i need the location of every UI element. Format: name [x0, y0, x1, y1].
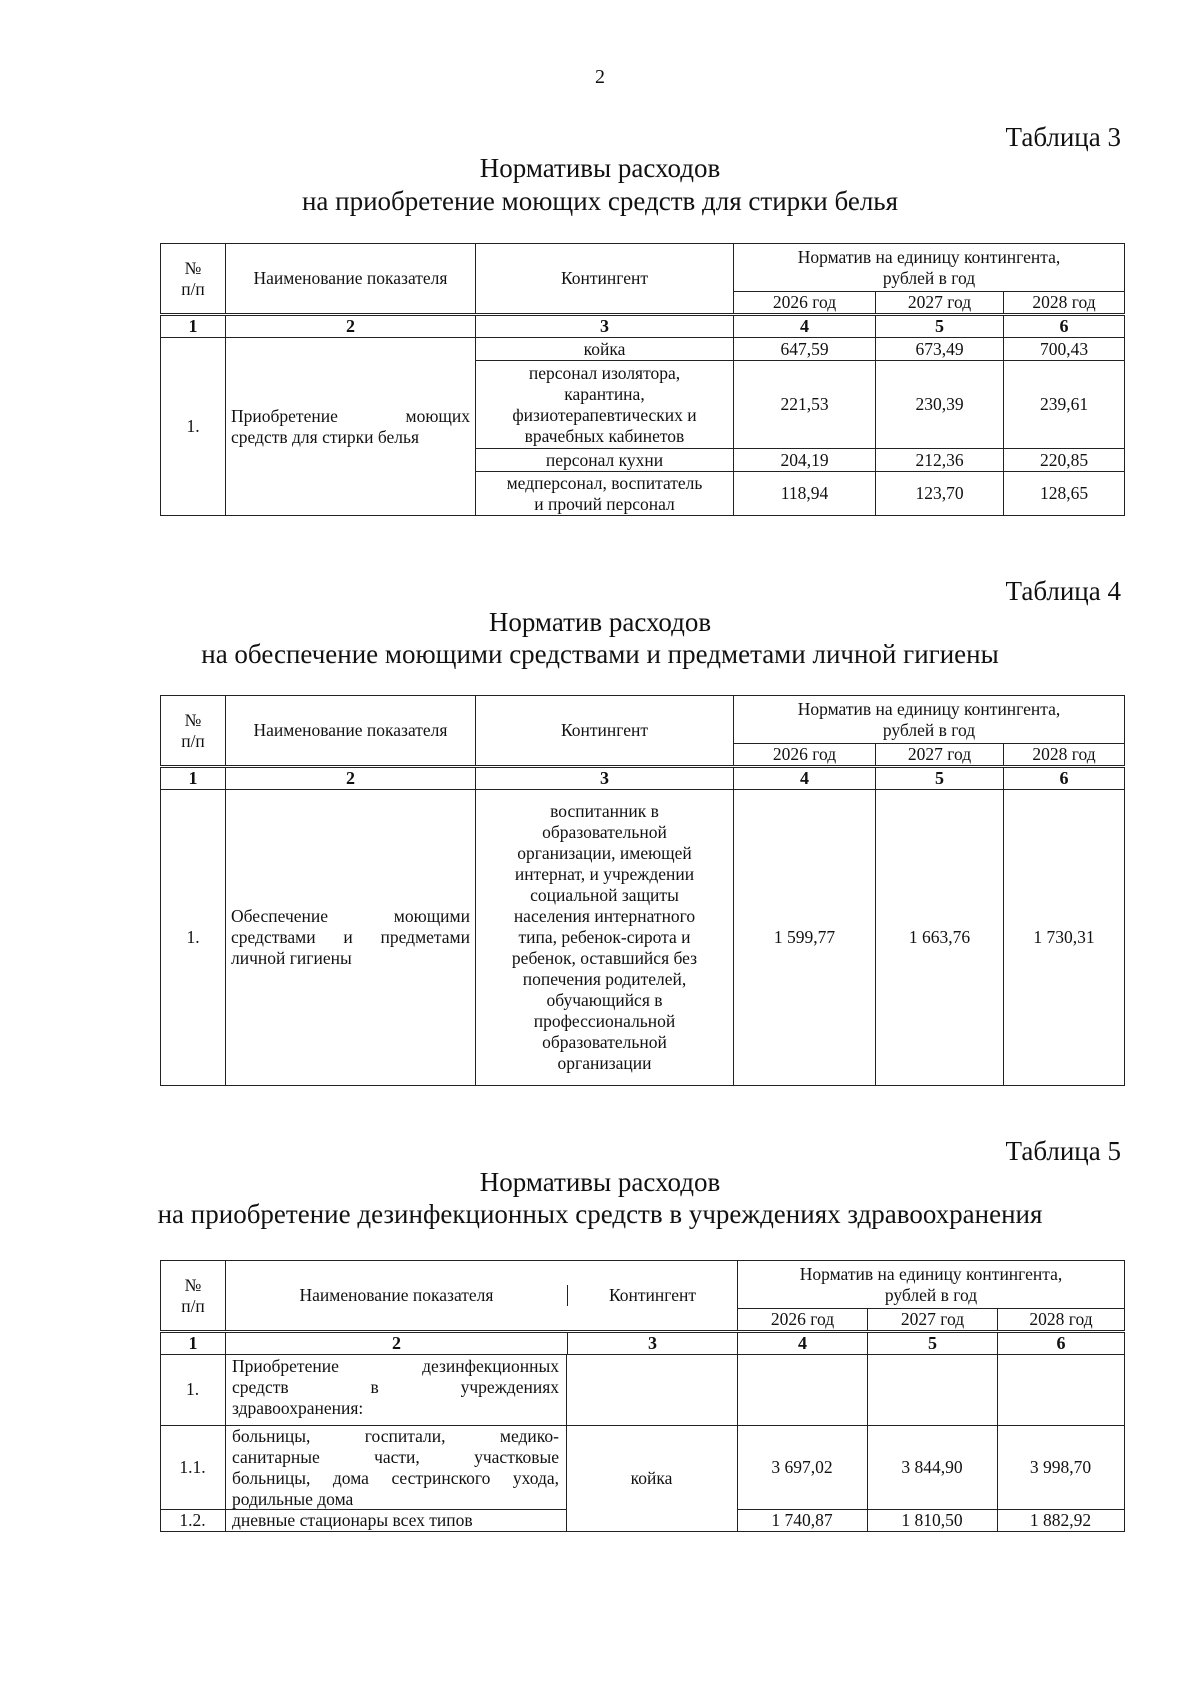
- header-year-2027: 2027 год: [868, 1309, 998, 1332]
- col-number: 1: [161, 1332, 226, 1355]
- table4: [160, 695, 1125, 1086]
- header-contingent: Контингент: [476, 244, 734, 315]
- contingent-cell: койка: [476, 338, 734, 361]
- value-2026: 647,59: [734, 338, 876, 361]
- page-number: 2: [595, 66, 605, 88]
- value-2028: 1 882,92: [1029, 1509, 1092, 1530]
- col-number: 2: [226, 767, 476, 790]
- table3-subtitle: на приобретение моющих средств для стирки белья: [301, 186, 899, 216]
- value-2028: 239,61: [1004, 361, 1125, 449]
- contingent-cell: персонал изолятора, карантина, физиотерапевтических и врачебных кабинетов: [476, 361, 734, 449]
- header-year-2026: 2026 год: [738, 1309, 868, 1332]
- contingent-cell: койка: [630, 1468, 673, 1488]
- table4-column-numbers: [161, 767, 1125, 790]
- value-2027: 212,36: [876, 449, 1004, 472]
- col-number: 4: [734, 767, 876, 790]
- value-2027: 230,39: [876, 361, 1004, 449]
- value-2027: 123,70: [876, 472, 1004, 516]
- header-year-2027: 2027 год: [876, 292, 1004, 315]
- table5-subtitle: на приобретение дезинфекционных средств в учреждениях здравоохранения: [157, 1199, 1043, 1229]
- col-number: 2: [226, 315, 476, 338]
- header-name: Наименование показателя: [299, 1285, 494, 1305]
- table4-title: Норматив расходов: [488, 607, 712, 637]
- value-2027: 1 810,50: [901, 1509, 963, 1530]
- table3-header-row: [161, 244, 1125, 292]
- table-row: [161, 338, 1125, 361]
- table5-title: Нормативы расходов: [479, 1167, 721, 1197]
- value-2026: 1 599,77: [734, 790, 876, 1086]
- value-2026: 204,19: [734, 449, 876, 472]
- header-norm: Норматив на единицу контингента, рублей в год: [734, 244, 1125, 292]
- col-number: 2: [392, 1333, 401, 1353]
- header-num: № п/п: [161, 1261, 226, 1332]
- header-name-contingent: [226, 1261, 738, 1332]
- row-num: 1.: [185, 1379, 200, 1399]
- table5: [160, 1260, 1125, 1355]
- table3-column-numbers: [161, 315, 1125, 338]
- contingent-cell: воспитанник в образовательной организации, имеющей интернат, и учреждении социальной защиты населения интернатного типа, ребенок-сирота и ребенок, оставшийся без попечения родителей, обучающийся в профессиональной образовательной организации: [476, 790, 734, 1086]
- header-name: Наименование показателя: [226, 696, 476, 767]
- row-name: Приобретение дезинфекционных средств в учреждениях здравоохранения:: [232, 1356, 559, 1418]
- col-number: 5: [868, 1332, 998, 1355]
- col-number-pair: [226, 1332, 738, 1355]
- col-number: 6: [1004, 767, 1125, 790]
- col-number: 5: [876, 315, 1004, 338]
- row-name: больницы, госпитали, медико- санитарные части, участковые больницы, дома сестринского ухода, родильные дома: [232, 1426, 559, 1509]
- header-year-2028: 2028 год: [998, 1309, 1125, 1332]
- header-year-2026: 2026 год: [734, 744, 876, 767]
- col-number: 5: [876, 767, 1004, 790]
- header-num: № п/п: [161, 696, 226, 767]
- table4-header-row: [161, 696, 1125, 744]
- header-year-2028: 2028 год: [1004, 292, 1125, 315]
- value-2026: 3 697,02: [771, 1456, 833, 1477]
- row-name: Приобретение моющих средств для стирки белья: [226, 338, 476, 516]
- header-contingent: Контингент: [567, 1285, 737, 1306]
- contingent-cell: персонал кухни: [476, 449, 734, 472]
- col-number: 1: [161, 767, 226, 790]
- value-2027: 1 663,76: [876, 790, 1004, 1086]
- table3: [160, 243, 1125, 516]
- col-number: 4: [734, 315, 876, 338]
- table4-label: Таблица 4: [1005, 576, 1121, 606]
- value-2026: 1 740,87: [771, 1509, 833, 1530]
- header-name: Наименование показателя: [226, 244, 476, 315]
- value-2028: 220,85: [1004, 449, 1125, 472]
- header-norm: Норматив на единицу контингента, рублей в год: [734, 696, 1125, 744]
- row-name: Обеспечение моющими средствами и предметами личной гигиены: [226, 790, 476, 1086]
- row-num: 1.1.: [179, 1456, 206, 1477]
- col-number: 6: [1004, 315, 1125, 338]
- col-number: 4: [738, 1332, 868, 1355]
- value-2026: 221,53: [734, 361, 876, 449]
- value-2028: 3 998,70: [1029, 1456, 1092, 1477]
- table3-title: Нормативы расходов: [479, 153, 721, 183]
- value-2027: 673,49: [876, 338, 1004, 361]
- table5-header-row: [161, 1261, 1125, 1309]
- value-2028: 700,43: [1004, 338, 1125, 361]
- contingent-cell: медперсонал, воспитатель и прочий персонал: [476, 472, 734, 516]
- row-num: 1.: [161, 790, 226, 1086]
- header-year-2027: 2027 год: [876, 744, 1004, 767]
- header-contingent: Контингент: [476, 696, 734, 767]
- header-year-2028: 2028 год: [1004, 744, 1125, 767]
- row-num: 1.: [161, 338, 226, 516]
- value-2026: 118,94: [734, 472, 876, 516]
- row-name: дневные стационары всех типов: [232, 1510, 473, 1530]
- table4-subtitle: на обеспечение моющими средствами и предметами личной гигиены: [201, 639, 999, 669]
- value-2028: 128,65: [1004, 472, 1125, 516]
- col-number: 3: [567, 1333, 737, 1354]
- col-number: 6: [998, 1332, 1125, 1355]
- table5-label: Таблица 5: [1005, 1136, 1121, 1166]
- value-2027: 3 844,90: [901, 1456, 963, 1477]
- value-2028: 1 730,31: [1004, 790, 1125, 1086]
- row-num: 1.2.: [179, 1509, 206, 1530]
- header-year-2026: 2026 год: [734, 292, 876, 315]
- table5-column-numbers: [161, 1332, 1125, 1355]
- table-row: [161, 790, 1125, 1086]
- col-number: 1: [161, 315, 226, 338]
- header-norm: Норматив на единицу контингента, рублей в год: [738, 1261, 1125, 1309]
- table3-label: Таблица 3: [1005, 122, 1121, 152]
- col-number: 3: [476, 767, 734, 790]
- header-num: № п/п: [161, 244, 226, 315]
- col-number: 3: [476, 315, 734, 338]
- table5-body: [160, 1354, 1124, 1532]
